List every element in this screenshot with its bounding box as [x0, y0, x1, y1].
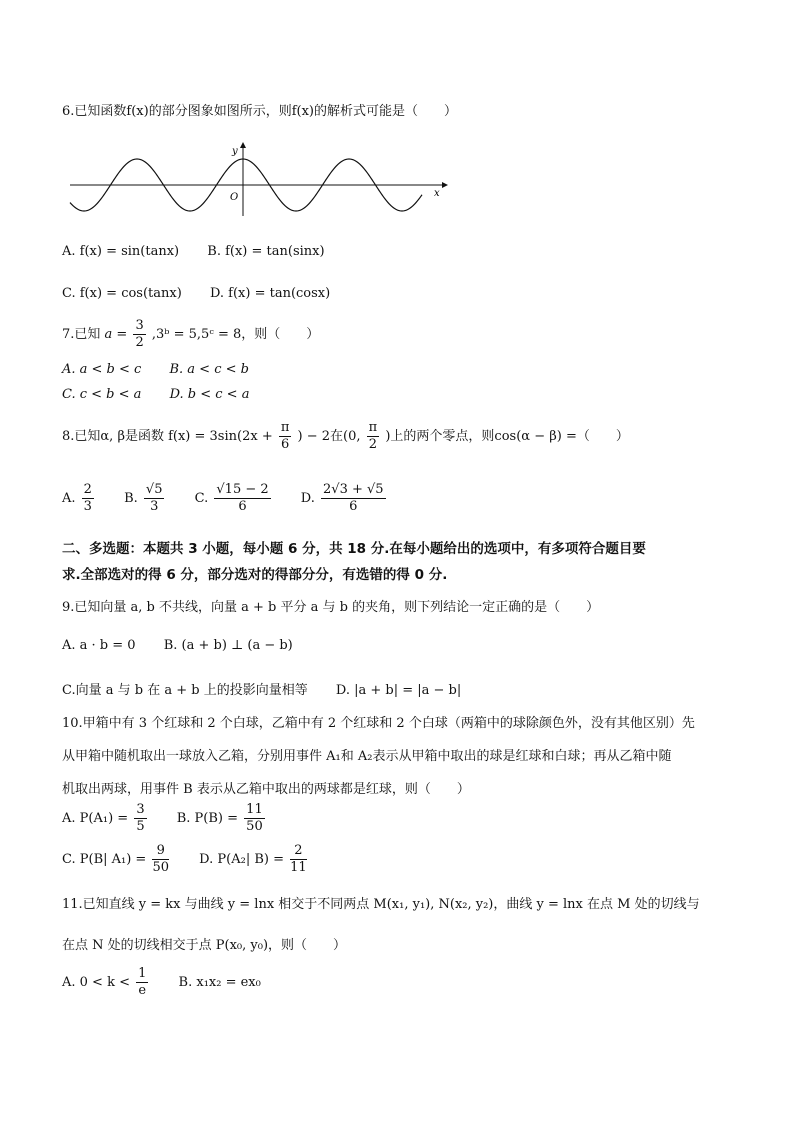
q10-options-row1 [62, 802, 291, 835]
q7-stem [62, 318, 319, 351]
q6-stem: 6.已知函数f(x)的部分图象如图所示，则f(x)的解析式可能是（ ） [62, 104, 457, 119]
q7-a-fraction [133, 318, 145, 351]
q7-option-a[interactable]: A. a < b < c [62, 362, 142, 377]
q10-option-b-label: B. P(B) = [176, 811, 239, 826]
q6-options-row1 [62, 244, 349, 259]
q8-option-d-label: D. [300, 491, 315, 506]
q10-option-a-label: A. P(A₁) = [62, 811, 129, 826]
q10-option-a-numerator: 3 [136, 802, 145, 817]
q7-option-b[interactable]: B. a < c < b [169, 362, 249, 377]
q8-option-a-denominator: 3 [83, 499, 92, 514]
q10-option-b-numerator: 11 [246, 802, 263, 817]
q10-option-b[interactable] [177, 802, 267, 835]
q10-line2: 从甲箱中随机取出一球放入乙箱，分别用事件 A₁和 A₂表示从甲箱中取出的球是红球和白球；再从乙箱中随 [62, 749, 672, 764]
q8-option-b-denominator: 3 [150, 499, 159, 514]
q9-options-row1 [62, 638, 317, 653]
x-axis-arrow [442, 182, 448, 188]
q9-stem: 9.已知向量 a, b 不共线，向量 a + b 平分 a 与 b 的夹角，则下列结论一定正确的是（ ） [62, 600, 600, 615]
q8-option-d-denominator: 6 [349, 499, 358, 514]
y-axis-label: y [232, 146, 238, 157]
q10-option-a[interactable] [62, 802, 149, 835]
q10-option-c-denominator: 50 [152, 860, 170, 875]
q7-stem-post: ,3ᵇ = 5,5ᶜ = 8，则（ ） [151, 327, 320, 342]
q7-options-row2 [62, 387, 273, 402]
q7-options-row1 [62, 362, 273, 377]
q7-stem-pre: 7.已知 [62, 327, 101, 342]
q10-option-a-denominator: 5 [136, 819, 145, 834]
q8-options [62, 482, 412, 515]
q11-option-a[interactable] [62, 966, 150, 999]
q8-pi-numerator-1: π [280, 420, 290, 435]
q7-a-label: a = [104, 327, 128, 342]
q8-pi-denominator-6: 6 [280, 437, 290, 452]
q11-options [62, 966, 285, 999]
q10-option-b-denominator: 50 [246, 819, 263, 834]
section2-heading-line2: 求.全部选对的得 6 分，部分选对的得部分分，有选错的得 0 分. [62, 567, 448, 583]
q8-option-b-label: B. [124, 491, 138, 506]
section2-heading-line1: 二、多选题：本题共 3 小题，每小题 6 分，共 18 分.在每小题给出的选项中，有多项符合题目要 [62, 541, 646, 557]
q6-option-d[interactable]: D. f(x) = tan(cosx) [209, 286, 331, 301]
q10-option-c[interactable] [62, 843, 171, 876]
q8-option-a[interactable] [62, 482, 96, 515]
x-axis-label: x [434, 188, 440, 199]
q7-a-numerator: 3 [135, 318, 144, 333]
q7-option-c[interactable]: C. c < b < a [62, 387, 142, 402]
q11-option-a-denominator: e [138, 983, 147, 998]
q11-option-a-label: A. 0 < k < [62, 975, 130, 990]
q8-option-b[interactable] [124, 482, 166, 515]
y-axis-arrow [240, 142, 246, 148]
q8-stem [62, 420, 629, 453]
q6-option-b[interactable]: B. f(x) = tan(sinx) [207, 244, 325, 259]
q8-option-a-label: A. [62, 491, 76, 506]
q8-option-d-numerator: 2√3 + √5 [323, 482, 384, 497]
q11-line2: 在点 N 处的切线相交于点 P(x₀, y₀)，则（ ） [62, 938, 347, 953]
q10-option-d-denominator: 11 [290, 860, 307, 875]
q8-option-d[interactable] [301, 482, 388, 515]
q8-pi-over-6 [279, 420, 292, 453]
q10-line3: 机取出两球，用事件 B 表示从乙箱中取出的两球都是红球，则（ ） [62, 782, 470, 797]
q6-option-c[interactable]: C. f(x) = cos(tanx) [62, 286, 182, 301]
q11-option-b[interactable]: B. x₁x₂ = ex₀ [178, 975, 261, 990]
q8-stem-post: )上的两个零点，则cos(α − β) =（ ） [385, 429, 629, 444]
q9-option-b[interactable]: B. (a + b) ⊥ (a − b) [163, 638, 293, 653]
q9-option-c[interactable]: C.向量 a 与 b 在 a + b 上的投影向量相等 [62, 683, 308, 698]
q7-option-d[interactable]: D. b < c < a [169, 387, 250, 402]
q6-options-row2 [62, 286, 354, 301]
q8-option-c-numerator: √15 − 2 [216, 482, 269, 497]
q8-pi-denominator-2: 2 [368, 437, 378, 452]
q8-pi-numerator-2: π [368, 420, 378, 435]
q9-option-a[interactable]: A. a · b = 0 [62, 638, 136, 653]
origin-label: O [230, 192, 239, 203]
q7-a-denominator: 2 [135, 335, 144, 350]
q8-option-c-label: C. [194, 491, 209, 506]
q10-option-d-numerator: 2 [290, 843, 307, 860]
q9-options-row2 [62, 679, 485, 698]
q10-line1: 10.甲箱中有 3 个红球和 2 个白球，乙箱中有 2 个红球和 2 个白球（两箱中的球除颜色外，没有其他区别）先 [62, 716, 695, 731]
q6-function-graph [62, 138, 452, 218]
q10-option-c-label: C. P(B| A₁) = [62, 852, 147, 867]
q11-line1: 11.已知直线 y = kx 与曲线 y = lnx 相交于不同两点 M(x₁, y₁), N(x₂, y₂)，曲线 y = lnx 在点 M 处的切线与 [62, 897, 700, 912]
q10-option-d-label: D. P(A₂| B) = [199, 852, 284, 867]
q9-option-d[interactable]: D. |a + b| = |a − b| [335, 683, 462, 698]
q10-options-row2 [62, 843, 333, 876]
q8-stem-mid: ) − 2在(0, [297, 429, 361, 444]
q6-option-a[interactable]: A. f(x) = sin(tanx) [62, 244, 180, 259]
q8-stem-pre: 8.已知α, β是函数 f(x) = 3sin(2x + [62, 429, 273, 444]
q11-option-a-numerator: 1 [138, 966, 147, 981]
q10-option-c-numerator: 9 [152, 843, 169, 860]
q8-option-c-denominator: 6 [238, 499, 247, 514]
q8-option-a-numerator: 2 [83, 482, 92, 497]
q8-option-c[interactable] [195, 482, 273, 515]
q8-option-b-numerator: √5 [145, 482, 163, 497]
q8-pi-over-2 [367, 420, 380, 453]
q10-option-d[interactable] [199, 843, 309, 876]
